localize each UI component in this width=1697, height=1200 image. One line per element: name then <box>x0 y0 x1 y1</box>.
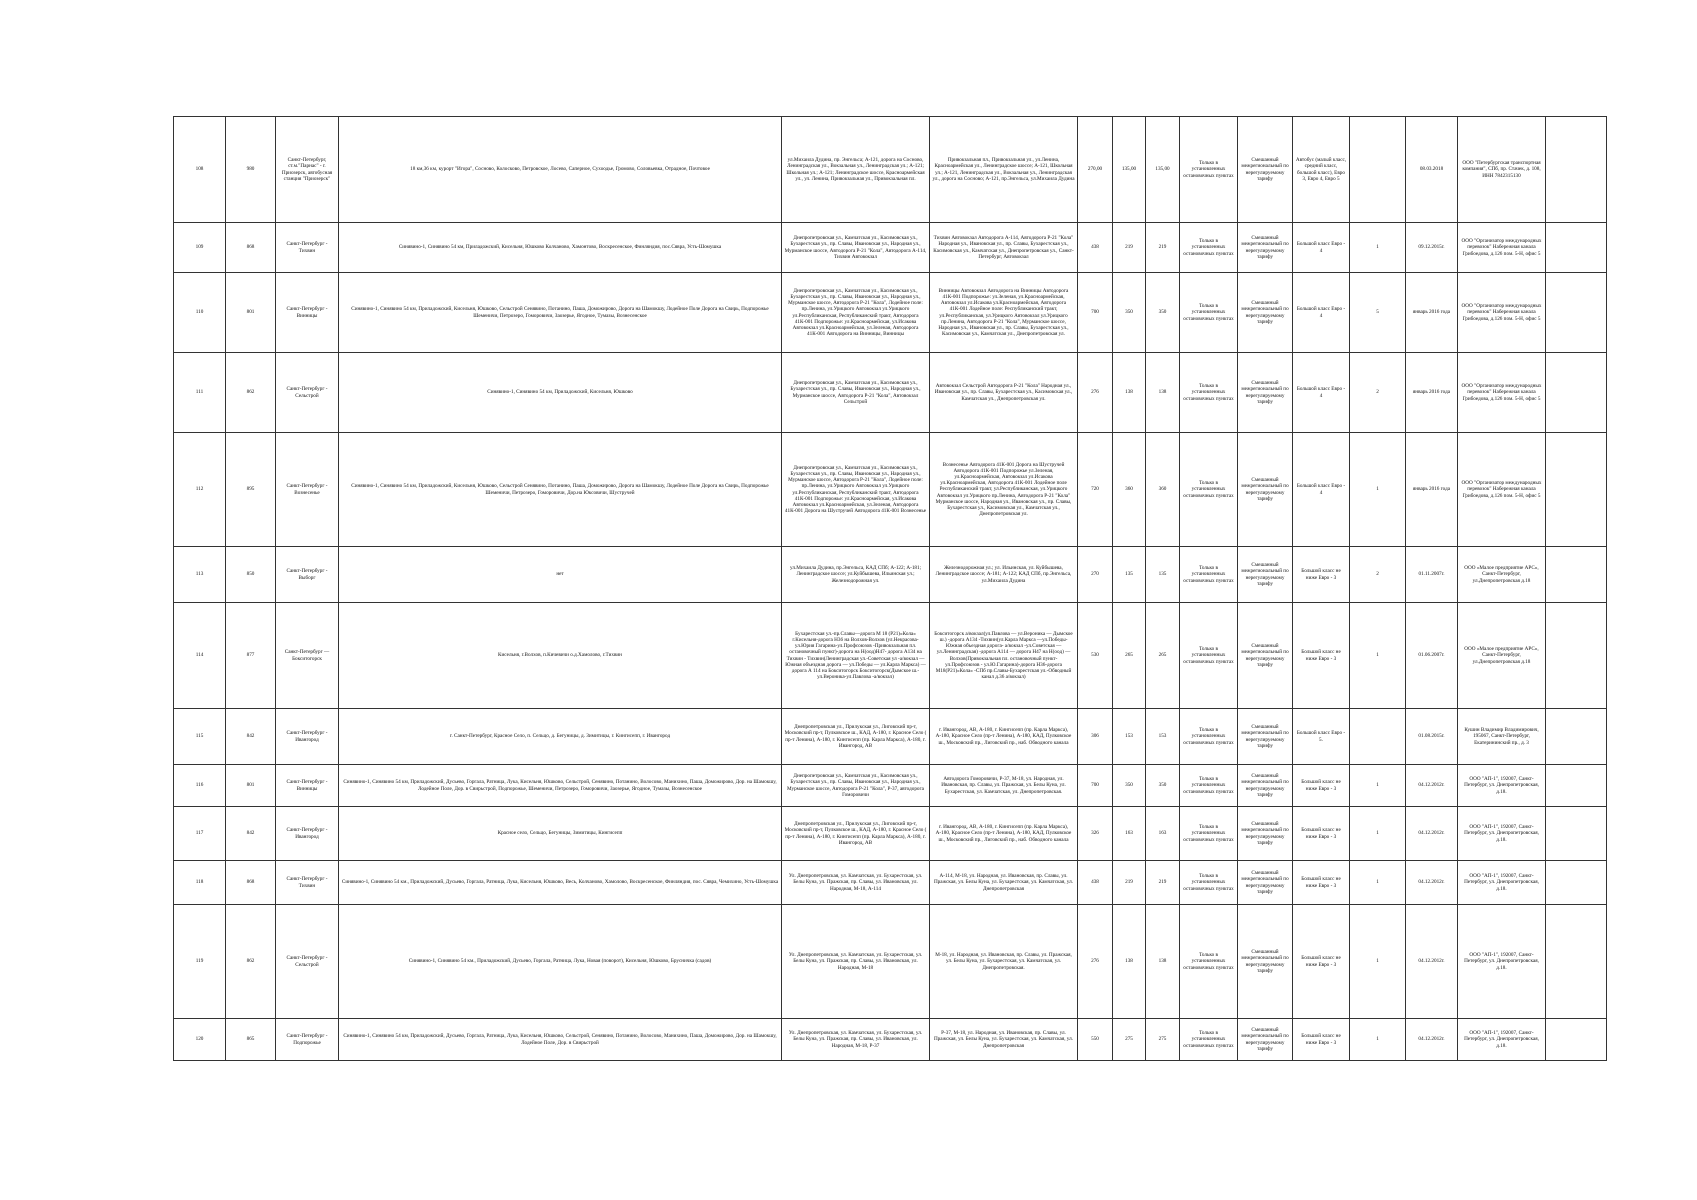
start-date: 04.12.2012г. <box>1406 1019 1458 1061</box>
route-length: 276 <box>1078 905 1113 1019</box>
forward-streets: ул.Михаила Дудина, пр. Энгельса; А-121, дорога на Сосново, Ленинградская ул., Вокзальная ул., Ленинградская ул.; А-121; Школьная ул.; А-121; Ленинградское шоссе, Красноармейская ул., ул. Ленина, Привокзальная ул., Привокзальная пл. <box>782 117 930 223</box>
route-number: 865 <box>226 1019 276 1061</box>
route-name: Санкт-Петербург - Ивангород <box>276 709 339 765</box>
extra-cell <box>1546 353 1607 433</box>
row-number: 115 <box>174 709 226 765</box>
extra-cell <box>1546 709 1607 765</box>
carrier-name: ООО "АП-1", 192007, Санкт-Петербург, ул. Днепропетровская, д.18. <box>1458 1019 1546 1061</box>
boarding-order: Только в установленных остановочных пунктах <box>1180 861 1238 905</box>
length-backward: 219 <box>1146 223 1180 273</box>
table-row <box>174 353 1607 433</box>
start-date: январь 2016 года <box>1406 353 1458 433</box>
route-name: Санкт-Петербург - Ивангород <box>276 807 339 861</box>
extra-cell <box>1546 433 1607 547</box>
intermediate-stops: Синявино-1, Синявино 54 км, Приладожский, Дусьево, Горгала, Ратница, Лука, Кисельня, Юшково, Сельстрой, Сенявино, Потанино, Волосово, Манихино, Паша, Доможирово, Дор. на Шамокшу, Лодейное Поле, Дор. в Свирьстрой <box>339 1019 782 1061</box>
intermediate-stops: Синявино-1, Синявино 54 км, Приладожский, Кисельня, Юшково <box>339 353 782 433</box>
row-number: 118 <box>174 861 226 905</box>
route-length: 270,00 <box>1078 117 1113 223</box>
start-date: 04.12.2012г. <box>1406 765 1458 807</box>
extra-cell <box>1546 223 1607 273</box>
route-length: 700 <box>1078 273 1113 353</box>
intermediate-stops: Синявино-1, Синявино 54 км., Приладожский, Дусьево, Горгала, Ратница, Лука, Кисельня, Юшково, Весь, Колчаново, Хамолово, Воскресенское, Финляндия, пос. Сявра, Чемихино, Усть-Шомушка <box>339 861 782 905</box>
forward-streets: Днепропетровская ул., Камчатская ул., Касимовская ул., Бухарестская ул., пр. Славы, Ивановская ул., Народная ул., Мурманское шоссе, Автодорога Р-21 "Кола", Лодейное поле: пр.Ленина, ул.Урицкого Автовокзал ул.Урицкого ул.Республиканская, Республиканский тракт, Автодорога 41К-001 Подпорожье: ул.Красноармейская, ул.Исакова Автовокзал ул.Красноармейская, ул.Зеленая, Автодорога 41К-001 Автодорога на Винницы, Винницы <box>782 273 930 353</box>
row-number: 111 <box>174 353 226 433</box>
length-forward: 135 <box>1113 547 1146 603</box>
intermediate-stops: Красное село, Сельцо, Бегуницы, Зимитицы, Кингисепп <box>339 807 782 861</box>
intermediate-stops: Синявино-1, Синявино 54 км, Приладожский, Дусьево, Горгала, Ратница, Лука, Кисельня, Юшково, Сельстрой, Сенявино, Потанино, Волосово, Манихино, Паша, Доможирово, Дор. на Шамокшу, Лодейное Поле, Дор. в Свирьстрой, Подпорожье, Шеменичи, Петрозеро, Гоморовичи, Заозерье, Ягодное, Тумазы, Вознесенское <box>339 765 782 807</box>
boarding-order: Только в установленных остановочных пунктах <box>1180 547 1238 603</box>
carrier-name: ООО "Организатор международных перевозок" Набережная канала Грибоедова, д.126 пом. 5-Н, офис 5 <box>1458 433 1546 547</box>
length-backward: 163 <box>1146 807 1180 861</box>
extra-cell <box>1546 603 1607 709</box>
vehicle-class: Большой класс не ниже Евро - 3 <box>1293 547 1350 603</box>
extra-cell <box>1546 547 1607 603</box>
route-length: 438 <box>1078 223 1113 273</box>
length-backward: 350 <box>1146 765 1180 807</box>
length-forward: 265 <box>1113 603 1146 709</box>
route-name: Санкт-Петербург - Винницы <box>276 765 339 807</box>
forward-streets: Ул. Днепропетровская, ул. Камчатская, ул. Бухарестская, ул. Белы Куна, ул. Пражская, пр. Славы, ул. Ивановская, ул. Народная, М-18 <box>782 905 930 1019</box>
boarding-order: Только в установленных остановочных пунктах <box>1180 223 1238 273</box>
start-date: 04.12.2012г. <box>1406 905 1458 1019</box>
tariff-type: Смешанный межрегиональный по нерегулируемому тарифу <box>1238 117 1293 223</box>
tariff-type: Смешанный межрегиональный по нерегулируемому тарифу <box>1238 433 1293 547</box>
tariff-type: Смешанный межрегиональный по нерегулируемому тарифу <box>1238 765 1293 807</box>
vehicle-count: 1 <box>1350 223 1406 273</box>
table-row <box>174 905 1607 1019</box>
intermediate-stops: Кисельня, г.Волхов, п.Кичевичи о.д.Хамолово, г.Тихвин <box>339 603 782 709</box>
carrier-name: ООО "Петербургская транспортная компания", СПб, пр. Стачек, д. 108, ИНН 7842315130 <box>1458 117 1546 223</box>
carrier-name: Кушин Владимир Владимирович, 195067, Санкт-Петербург, Екатерининский пр., д. 3 <box>1458 709 1546 765</box>
carrier-name: ООО "АП-1", 192007, Санкт-Петербург, ул. Днепропетровская, д.18. <box>1458 905 1546 1019</box>
table-row <box>174 1019 1607 1061</box>
route-length: 276 <box>1078 353 1113 433</box>
length-backward: 265 <box>1146 603 1180 709</box>
tariff-type: Смешанный межрегиональный по нерегулируемому тарифу <box>1238 547 1293 603</box>
vehicle-count: 1 <box>1350 905 1406 1019</box>
length-backward: 275 <box>1146 1019 1180 1061</box>
backward-streets: Вознесенье Автодорога 41К-001 Дорога на Шустручей Автодорога 41К-001 Подпорожье ул.Зеленая, ул.Красноармейская, Автовокзал ул.Исакова ул.Красноармейская, Автодорога 41К-001 Лодейное поле Республиканский тракт, ул.Республиканская, ул.Урицкого Автовокзал ул.Урицкого пр.Ленина, Автодорога Р-21 "Кола" Мурманское шоссе, Народная ул., Ивановская ул., пр. Славы, Бухарестская ул., Касимовская ул., Камчатская ул., Днепропетровская ул. <box>930 433 1078 547</box>
tariff-type: Смешанный межрегиональный по нерегулируемому тарифу <box>1238 353 1293 433</box>
routes-table <box>173 116 1607 1061</box>
boarding-order: Только в установленных остановочных пунктах <box>1180 273 1238 353</box>
backward-streets: Железнодорожная ул.; ул. Ильинская, ул. Куйбышева, Ленинградское шоссе; А-181; А-122; КАД СПб, пр.Энгельса, ул.Михаила Дудина <box>930 547 1078 603</box>
tariff-type: Смешанный межрегиональный по нерегулируемому тарифу <box>1238 223 1293 273</box>
row-number: 112 <box>174 433 226 547</box>
vehicle-class: Большой класс не ниже Евро - 3 <box>1293 807 1350 861</box>
boarding-order: Только в установленных остановочных пунктах <box>1180 433 1238 547</box>
forward-streets: Днепропетровская ул., Камчатская ул., Касимовская ул., Бухарестская ул., пр. Славы, Ивановская ул., Народная ул., Мурманское шоссе, Автодорога Р-21 "Кола", Р-37, автодорога Гоморовичи <box>782 765 930 807</box>
boarding-order: Только в установленных остановочных пунктах <box>1180 603 1238 709</box>
route-number: 895 <box>226 433 276 547</box>
carrier-name: ООО "АП-1", 192007, Санкт-Петербург, ул. Днепропетровская, д.18. <box>1458 861 1546 905</box>
route-number: 842 <box>226 709 276 765</box>
length-forward: 219 <box>1113 861 1146 905</box>
table-row <box>174 117 1607 223</box>
length-backward: 153 <box>1146 709 1180 765</box>
vehicle-count: 5 <box>1350 273 1406 353</box>
length-backward: 135,00 <box>1146 117 1180 223</box>
vehicle-count: 1 <box>1350 807 1406 861</box>
route-number: 868 <box>226 861 276 905</box>
route-name: Санкт-Петербург - Подпорожье <box>276 1019 339 1061</box>
forward-streets: Днепропетровская ул., Камчатская ул., Касимовская ул., Бухарестская ул., пр. Славы, Ивановская ул., Народная ул., Мурманское шоссе, Автодорога Р-21 "Кола", Лодейное поле: пр.Ленина, ул.Урицкого Автовокзал ул.Урицкого ул.Республиканская, Республиканский тракт, Автодорога 41К-001 Подпорожье: ул.Красноармейская, ул.Исакова Автовокзал ул.Красноармейская, ул.Зеленая, Автодорога 41К-001 Дорога на Шустручей Автодорога 41К-001 Вознесенье <box>782 433 930 547</box>
extra-cell <box>1546 1019 1607 1061</box>
table-row <box>174 807 1607 861</box>
length-forward: 135,00 <box>1113 117 1146 223</box>
row-number: 109 <box>174 223 226 273</box>
vehicle-class: Большой класс Евро - 4 <box>1293 433 1350 547</box>
route-number: 980 <box>226 117 276 223</box>
length-backward: 350 <box>1146 273 1180 353</box>
tariff-type: Смешанный межрегиональный по нерегулируемому тарифу <box>1238 905 1293 1019</box>
vehicle-class: Большой класс Евро - 4 <box>1293 353 1350 433</box>
length-forward: 350 <box>1113 765 1146 807</box>
boarding-order: Только в установленных остановочных пунктах <box>1180 905 1238 1019</box>
tariff-type: Смешанный межрегиональный по нерегулируемому тарифу <box>1238 807 1293 861</box>
row-number: 119 <box>174 905 226 1019</box>
route-name: Санкт-Петербург - Винницы <box>276 273 339 353</box>
route-length: 530 <box>1078 603 1113 709</box>
route-number: 862 <box>226 905 276 1019</box>
length-forward: 153 <box>1113 709 1146 765</box>
vehicle-class: Большой класс не ниже Евро - 3 <box>1293 1019 1350 1061</box>
forward-streets: Ул. Днепропетровская, ул. Камчатская, ул. Бухарестская, ул. Белы Куна, ул. Пражская, пр. Славы, ул. Ивановская, ул. Народная, М-18, А-114 <box>782 861 930 905</box>
boarding-order: Только в установленных остановочных пунктах <box>1180 765 1238 807</box>
forward-streets: Ул. Днепропетровская, ул. Камчатская, ул. Бухарестская, ул. Белы Куна, ул. Пражская, пр. Славы, ул. Ивановская, ул. Народная, М-18, Р-37 <box>782 1019 930 1061</box>
route-length: 306 <box>1078 709 1113 765</box>
vehicle-count: 1 <box>1350 765 1406 807</box>
table-row <box>174 765 1607 807</box>
row-number: 110 <box>174 273 226 353</box>
backward-streets: Автодорога Гоморовичи, Р-37, М-18, ул. Народная, ул. Ивановская, пр. Славы, ул. Пражская, ул. Белы Куна, ул. Бухарестская, ул. Камчатская, ул. Днепропетровская. <box>930 765 1078 807</box>
carrier-name: ООО «Малое предприятие АРС», Санкт-Петербург, ул.Днепропетровская д.18 <box>1458 603 1546 709</box>
backward-streets: М-18, ул. Народная, ул. Ивановская, пр. Славы, ул. Пражская, ул. Белы Куна, ул. Бухарестская, ул. Камчатская, ул. Днепропетровская. <box>930 905 1078 1019</box>
vehicle-class: Большой класс Евро - 4 <box>1293 273 1350 353</box>
forward-streets: Бухарестская ул.-пр.Славы—дорога М 18 (Р21)«Кола» г.Кисельня-дорога Н36 на Волхов-Волхов (ул.Некрасова-ул.Юрия Гагарина-ул.Профсоюзов -Привокзальная пл. остановочный пункт)-дорога на Н(оод)Н47- дорога А134 на Тихвин - Тихвин(Ленинградская ул.-Советская ул -а/вокзал — Южная объездная дорога — ул.Победы — ул.Карла Маркса) — дорога А 114 на Бокситогорск Бокситогорск(Дымское ш.-ул.Вероника-ул.Павлова -а/вокзал) <box>782 603 930 709</box>
vehicle-count <box>1350 117 1406 223</box>
table-row <box>174 603 1607 709</box>
boarding-order: Только в установленных остановочных пунктах <box>1180 709 1238 765</box>
vehicle-count: 2 <box>1350 547 1406 603</box>
extra-cell <box>1546 807 1607 861</box>
intermediate-stops: Синявино-1, Синявино 54 км, Приладожский, Кисельня, Юшково, Сельстрой Сенявино, Потанино, Паша, Доможирово, Дорога на Шамокшу, Лодейное Поле Дорога на Свирь, Подпорожье Шеменичи, Петрозеро, Гоморовичи, Заозерье, Ягодное, Тумазы, Вознесенское <box>339 273 782 353</box>
start-date: январь 2016 года <box>1406 273 1458 353</box>
intermediate-stops: нет <box>339 547 782 603</box>
vehicle-class: Большой класс не ниже Евро - 3 <box>1293 861 1350 905</box>
vehicle-class: Автобус (малый класс, средний класс, большой класс), Евро 3, Евро 4, Евро 5 <box>1293 117 1350 223</box>
route-name: Санкт-Петербург - Выборг <box>276 547 339 603</box>
route-length: 550 <box>1078 1019 1113 1061</box>
route-number: 862 <box>226 353 276 433</box>
forward-streets: ул.Михаила Дудина, пр.Энгельса, КАД СПб; А-122; А-181; Ленинградское шоссе; ул.Куйбышева, Ильинская ул.; Железнодорожная ул. <box>782 547 930 603</box>
start-date: 01.08.2015г. <box>1406 709 1458 765</box>
row-number: 108 <box>174 117 226 223</box>
start-date: 01.06.2007г. <box>1406 603 1458 709</box>
route-length: 270 <box>1078 547 1113 603</box>
vehicle-count: 2 <box>1350 353 1406 433</box>
table-row <box>174 861 1607 905</box>
route-number: 801 <box>226 765 276 807</box>
vehicle-count: 1 <box>1350 603 1406 709</box>
row-number: 114 <box>174 603 226 709</box>
route-length: 438 <box>1078 861 1113 905</box>
start-date: 08.03.2018 <box>1406 117 1458 223</box>
route-number: 801 <box>226 273 276 353</box>
route-name: Санкт-Петербург, ст.м."Парнас" - г. Приозерск, автобусная станция "Приозерск" <box>276 117 339 223</box>
length-forward: 163 <box>1113 807 1146 861</box>
vehicle-class: Большой класс не ниже Евро - 3 <box>1293 905 1350 1019</box>
backward-streets: А-114, М-18, ул. Народная, ул. Ивановская, пр. Славы, ул. Пражская, ул. Белы Куна, ул. Бухарестская, ул. Камчатская, ул. Днепропетровская <box>930 861 1078 905</box>
vehicle-class: Большой класс Евро - 5. <box>1293 709 1350 765</box>
start-date: 04.12.2012г. <box>1406 807 1458 861</box>
intermediate-stops: 18 км,36 км, курорт "Игора", Сосново, Колосково, Петровское, Лосево, Саперное, Сухоодье, Громово, Соловьевка, Отрадное, Почтовое <box>339 117 782 223</box>
backward-streets: Винницы Автовокзал Автодорога на Винницы Автодорога 41К-001 Подпорожье: ул.Зеленая, ул.Красноармейская, Автовокзал ул.Исакова ул.Красноармейская, Автодорога 41К-001 Лодейное поле: Республиканский тракт, ул.Республиканская, ул.Урицкого Автовокзал ул.Урицкого пр.Ленина, Автодорога Р-21 "Кола", Мурманское шоссе, Народная ул., Ивановская ул., пр. Славы, Бухарестская ул., Касимовская ул., Камчатская ул., Днепропетровская ул. <box>930 273 1078 353</box>
intermediate-stops: Синявино-1, Синявино 54 км, Приладожский, Кисельня, Юшково Колчаново, Хамонтово, Воскресенское, Финляндия, пос.Сявра, Усть-Шомушка <box>339 223 782 273</box>
length-backward: 135 <box>1146 547 1180 603</box>
table-row <box>174 709 1607 765</box>
backward-streets: г. Ивангород, АВ, А-180, г. Кингисепп (пр. Карла Маркса), А-180, Красное Село (пр-т Ленина), А-180, КАД, Пулковское ш., Московский пр., Лиговский пр., наб. Обводного канала <box>930 709 1078 765</box>
table-row <box>174 223 1607 273</box>
vehicle-class: Большой класс не ниже Евро - 3 <box>1293 765 1350 807</box>
route-length: 326 <box>1078 807 1113 861</box>
table-row <box>174 433 1607 547</box>
backward-streets: Бокситогорск а/вокзал(ул.Павлова — ул.Вероника — Дымское ш.) -дорога А134 -Тихвин(ул.Карла Маркса —ул.Победы-Южная объездная дорога- а/вокзал -ул.Советская — ул.Ленинградская) -дорога А114 — дорога Н47 на Н(оод) — Волхов(Привокзальная пл. остановочный пункт- ул.Профсоюзов - ул.Ю.Гагарина)-дорога Н36-дорога М18(Р21)«Кола» -СПб пр.Славы-Бухарестская ул.-Обводный канал д.36 а/вокзал) <box>930 603 1078 709</box>
extra-cell <box>1546 905 1607 1019</box>
start-date: 01.11.2007г. <box>1406 547 1458 603</box>
carrier-name: ООО "Организатор международных перевозок" Набережная канала Грибоедова, д.126 пом. 5-Н, офис 5 <box>1458 223 1546 273</box>
length-forward: 350 <box>1113 273 1146 353</box>
forward-streets: Днепропетровская ул., Прилукская ул., Лиговский пр-т, Московский пр-т, Пулковское ш., КАД, А-180, г. Красное Село ( пр-т Ленина), А-180, г. Кингисепп (пр. Карла Маркса), А-180, г. Ивангород, АВ <box>782 807 930 861</box>
boarding-order: Только в установленных остановочных пунктах <box>1180 117 1238 223</box>
boarding-order: Только в установленных остановочных пунктах <box>1180 1019 1238 1061</box>
tariff-type: Смешанный межрегиональный по нерегулируемому тарифу <box>1238 861 1293 905</box>
table-row <box>174 273 1607 353</box>
carrier-name: ООО "Организатор международных перевозок" Набережная канала Грибоедова, д.126 пом. 5-Н, офис 5 <box>1458 353 1546 433</box>
extra-cell <box>1546 861 1607 905</box>
backward-streets: Автовокзал Сельстрой Автодорога Р-21 "Кола" Народная ул., Ивановская ул., пр. Славы, Бухарестская ул., Касимовская ул., Камчатская ул., Днепропетровская ул. <box>930 353 1078 433</box>
length-forward: 360 <box>1113 433 1146 547</box>
carrier-name: ООО «Малое предприятие АРС», Санкт-Петербург, ул.Днепропетровская д.18 <box>1458 547 1546 603</box>
route-name: Санкт-Петербург — Бокситогорск <box>276 603 339 709</box>
intermediate-stops: Синявино-1, Синявино 54 км, Приладожский, Кисельня, Юшково, Сельстрой Сенявино, Потанино, Паша, Доможирово, Дорога на Шамокшу, Лодейное Поле Дорога на Свирь, Подпорожье Шеменичи, Петрозеро, Гоморовичи, Дор.на Юксовичи, Шустручей <box>339 433 782 547</box>
vehicle-count: 1 <box>1350 433 1406 547</box>
row-number: 113 <box>174 547 226 603</box>
length-forward: 138 <box>1113 905 1146 1019</box>
start-date: 04.12.2012г. <box>1406 861 1458 905</box>
tariff-type: Смешанный межрегиональный по нерегулируемому тарифу <box>1238 603 1293 709</box>
route-number: 868 <box>226 223 276 273</box>
intermediate-stops: г. Санкт-Петербург, Красное Село, п. Сельцо, д. Бегуницы, д. Зимитицы, г. Кингисепп, г. Ивангород <box>339 709 782 765</box>
route-length: 700 <box>1078 765 1113 807</box>
table-row <box>174 547 1607 603</box>
backward-streets: Тихвин Автовокзал Автодорога А-114, Автодорога Р-21 "Кола" Народная ул., Ивановская ул., пр. Славы, Бухарестская ул., Касимовская ул., Камчатская ул., Днепропетровская ул., Санкт-Петербург, Автовокзал <box>930 223 1078 273</box>
route-name: Санкт-Петербург - Сельстрой <box>276 353 339 433</box>
route-name: Санкт-Петербург - Вознесенье <box>276 433 339 547</box>
route-name: Санкт-Петербург - Сельстрой <box>276 905 339 1019</box>
vehicle-class: Большой класс не ниже Евро - 3 <box>1293 603 1350 709</box>
vehicle-count: 1 <box>1350 861 1406 905</box>
length-forward: 219 <box>1113 223 1146 273</box>
carrier-name: ООО "Организатор международных перевозок" Набережная канала Грибоедова, д.126 пом. 5-Н, офис 5 <box>1458 273 1546 353</box>
tariff-type: Смешанный межрегиональный по нерегулируемому тарифу <box>1238 1019 1293 1061</box>
boarding-order: Только в установленных остановочных пунктах <box>1180 807 1238 861</box>
length-backward: 138 <box>1146 905 1180 1019</box>
extra-cell <box>1546 765 1607 807</box>
vehicle-class: Большой класс Евро - 4 <box>1293 223 1350 273</box>
extra-cell <box>1546 273 1607 353</box>
boarding-order: Только в установленных остановочных пунктах <box>1180 353 1238 433</box>
tariff-type: Смешанный межрегиональный по нерегулируемому тарифу <box>1238 273 1293 353</box>
backward-streets: Р-37, М-18, ул. Народная, ул. Ивановская, пр. Славы, ул. Пражская, ул. Белы Куна, ул. Бухарестская, ул. Камчатская, ул. Днепропетровская <box>930 1019 1078 1061</box>
carrier-name: ООО "АП-1", 192007, Санкт-Петербург, ул. Днепропетровская, д.18. <box>1458 765 1546 807</box>
route-length: 720 <box>1078 433 1113 547</box>
extra-cell <box>1546 117 1607 223</box>
route-number: 877 <box>226 603 276 709</box>
length-backward: 138 <box>1146 353 1180 433</box>
length-backward: 219 <box>1146 861 1180 905</box>
forward-streets: Днепропетровская ул., Камчатская ул., Касимовская ул., Бухарестская ул., пр. Славы, Ивановская ул., Народная ул., Мурманское шоссе, Автодорога Р-21 "Кола", Автовокзал Сельстрой <box>782 353 930 433</box>
vehicle-count <box>1350 709 1406 765</box>
vehicle-count: 1 <box>1350 1019 1406 1061</box>
length-forward: 138 <box>1113 353 1146 433</box>
route-name: Санкт-Петербург - Тихвин <box>276 223 339 273</box>
route-name: Санкт-Петербург - Тихвин <box>276 861 339 905</box>
intermediate-stops: Синявино-1, Синявино 54 км., Приладожский, Дусьево, Горгала, Ратница, Лука, Новая (поворот), Кисельня, Юшково, Брусничка (садов) <box>339 905 782 1019</box>
carrier-name: ООО "АП-1", 192007, Санкт-Петербург, ул. Днепропетровская, д.18. <box>1458 807 1546 861</box>
route-number: 850 <box>226 547 276 603</box>
row-number: 116 <box>174 765 226 807</box>
table-body <box>174 117 1607 1061</box>
tariff-type: Смешанный межрегиональный по нерегулируемому тарифу <box>1238 709 1293 765</box>
length-forward: 275 <box>1113 1019 1146 1061</box>
backward-streets: Привокзальная пл., Привокзальная ул., ул.Ленина, Красноармейская ул., Ленинградское шоссе; А-121, Школьная ул.; А-121, Ленинградская ул., Вокзальная ул., Ленинградская ул., дорога на Сосново; А-121, пр.Энгельса, ул.Михаила Дудина <box>930 117 1078 223</box>
route-number: 842 <box>226 807 276 861</box>
row-number: 120 <box>174 1019 226 1061</box>
start-date: 09.12.2015г. <box>1406 223 1458 273</box>
start-date: январь 2016 года <box>1406 433 1458 547</box>
forward-streets: Днепропетровская ул., Камчатская ул., Касимовская ул., Бухарестская ул., пр. Славы, Ивановская ул., Народная ул., Мурманское шоссе, Автодорога Р-21 "Кола", Автодорога А-114, Тихвин Автовокзал <box>782 223 930 273</box>
forward-streets: Днепропетровская ул., Прилукская ул., Лиговский пр-т, Московский пр-т, Пулковское ш., КАД, А-180, г. Красное Село ( пр-т Ленина), А-180, г. Кингисепп (пр. Карла Маркса), А-180, г. Ивангород, АВ <box>782 709 930 765</box>
length-backward: 360 <box>1146 433 1180 547</box>
row-number: 117 <box>174 807 226 861</box>
backward-streets: г. Ивангород, АВ, А-180, г. Кингисепп (пр. Карла Маркса), А-180, Красное Село (пр-т Ленина), А-180, КАД, Пулковское ш., Московский пр., Лиговский пр., наб. Обводного канала <box>930 807 1078 861</box>
